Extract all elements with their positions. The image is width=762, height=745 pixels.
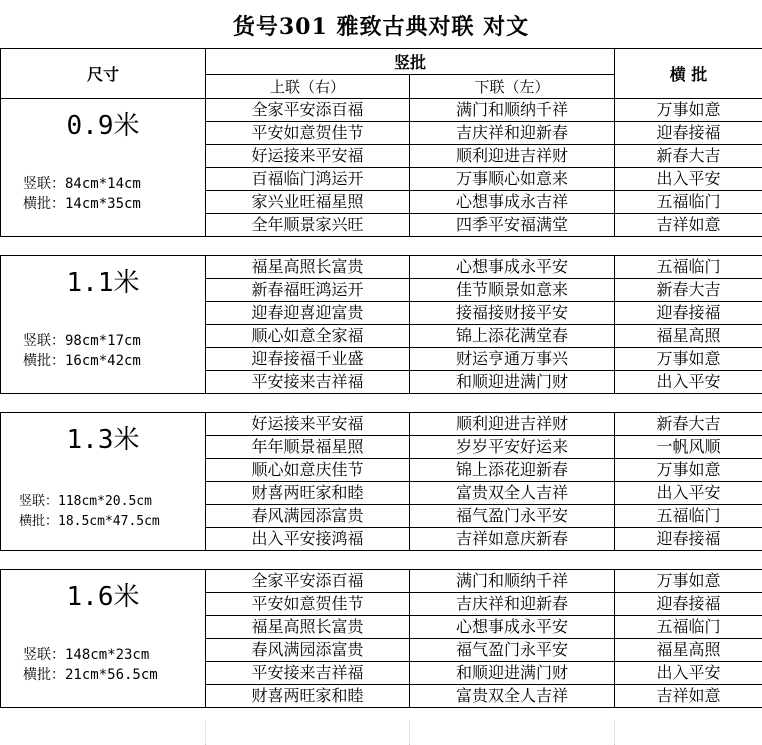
table-row [1,256,762,279]
size-dimensions [1,331,205,371]
size-cell [1,99,206,237]
size-cell [1,570,206,708]
upper-cell: 福星高照长富贵 [206,616,410,639]
size-dimensions [1,645,205,685]
header-lower: 下联（左） [410,75,615,99]
horizontal-cell: 五福临门 [615,616,762,639]
horizontal-cell: 万事如意 [615,570,762,593]
horizontal-cell: 五福临门 [615,256,762,279]
lower-cell: 接福接财接平安 [410,302,615,325]
horizontal-cell: 新春大吉 [615,413,762,436]
vertical-dimension: 竖联：84cm*14cm [23,176,141,192]
spacer-cell [1,237,762,256]
spacer-cell [1,394,762,413]
horizontal-cell: 吉祥如意 [615,685,762,708]
horizontal-cell: 迎春接福 [615,593,762,616]
lower-cell: 岁岁平安好运来 [410,436,615,459]
horizontal-cell: 万事如意 [615,348,762,371]
lower-cell: 吉庆祥和迎新春 [410,593,615,616]
upper-cell: 平安接来吉祥福 [206,371,410,394]
header-upper: 上联（右） [206,75,410,99]
lower-cell: 心想事成永平安 [410,616,615,639]
lower-cell: 心想事成永平安 [410,256,615,279]
upper-cell: 顺心如意全家福 [206,325,410,348]
lower-cell: 财运亨通万事兴 [410,348,615,371]
spacer-cell [1,551,762,570]
upper-cell: 全年顺景家兴旺 [206,214,410,237]
table-body [1,99,762,708]
lower-cell: 和顺迎进满门财 [410,371,615,394]
group-spacer [1,551,762,570]
upper-cell: 迎春接福千业盛 [206,348,410,371]
upper-cell: 财喜两旺家和睦 [206,685,410,708]
vertical-dimension: 竖联：98cm*17cm [23,333,141,349]
horizontal-dimension: 横批：14cm*35cm [23,196,141,212]
horizontal-cell: 福星高照 [615,639,762,662]
upper-cell: 顺心如意庆佳节 [206,459,410,482]
upper-cell: 平安接来吉祥福 [206,662,410,685]
upper-cell: 迎春迎喜迎富贵 [206,302,410,325]
upper-cell: 年年顺景福星照 [206,436,410,459]
horizontal-dimension: 横批：21cm*56.5cm [23,667,158,683]
lower-cell: 富贵双全人吉祥 [410,482,615,505]
upper-cell: 好运接来平安福 [206,413,410,436]
group-spacer [1,394,762,413]
size-label: 0.9米 [66,111,140,141]
horizontal-cell: 吉祥如意 [615,214,762,237]
horizontal-cell: 迎春接福 [615,302,762,325]
upper-cell: 家兴业旺福星照 [206,191,410,214]
horizontal-cell: 出入平安 [615,371,762,394]
horizontal-cell: 五福临门 [615,191,762,214]
guide-line [205,720,206,745]
lower-cell: 富贵双全人吉祥 [410,685,615,708]
size-label: 1.6米 [66,582,140,612]
header-vertical: 竖批 [206,49,615,75]
size-cell [1,256,206,394]
guide-line [614,720,615,745]
lower-cell: 锦上添花迎新春 [410,459,615,482]
horizontal-cell: 迎春接福 [615,122,762,145]
horizontal-cell: 迎春接福 [615,528,762,551]
size-dimensions [1,492,205,532]
couplet-table [0,48,762,708]
upper-cell: 百福临门鸿运开 [206,168,410,191]
lower-cell: 吉祥如意庆新春 [410,528,615,551]
horizontal-cell: 万事如意 [615,459,762,482]
lower-cell: 和顺迎进满门财 [410,662,615,685]
upper-cell: 平安如意贺佳节 [206,593,410,616]
lower-cell: 万事顺心如意来 [410,168,615,191]
guide-line [409,720,410,745]
horizontal-cell: 五福临门 [615,505,762,528]
horizontal-cell: 出入平安 [615,168,762,191]
horizontal-dimension: 横批：18.5cm*47.5cm [19,514,160,529]
upper-cell: 福星高照长富贵 [206,256,410,279]
size-dimensions [1,174,205,214]
horizontal-cell: 出入平安 [615,662,762,685]
horizontal-cell: 出入平安 [615,482,762,505]
header-horizontal: 横 批 [615,49,762,99]
size-cell [1,413,206,551]
lower-cell: 满门和顺纳千祥 [410,99,615,122]
upper-cell: 全家平安添百福 [206,99,410,122]
lower-cell: 顺利迎进吉祥财 [410,145,615,168]
upper-cell: 好运接来平安福 [206,145,410,168]
lower-cell: 福气盈门永平安 [410,639,615,662]
upper-cell: 平安如意贺佳节 [206,122,410,145]
upper-cell: 出入平安接鸿福 [206,528,410,551]
vertical-dimension: 竖联：118cm*20.5cm [19,494,152,509]
table-row [1,570,762,593]
horizontal-cell: 万事如意 [615,99,762,122]
size-label: 1.1米 [66,268,140,298]
horizontal-cell: 福星高照 [615,325,762,348]
upper-cell: 春风满园添富贵 [206,505,410,528]
upper-cell: 财喜两旺家和睦 [206,482,410,505]
upper-cell: 新春福旺鸿运开 [206,279,410,302]
group-spacer [1,237,762,256]
table-row [1,99,762,122]
horizontal-cell: 新春大吉 [615,279,762,302]
horizontal-dimension: 横批：16cm*42cm [23,353,141,369]
page-title: 货号301 雅致古典对联 对文 [232,14,530,40]
lower-cell: 锦上添花满堂春 [410,325,615,348]
lower-cell: 吉庆祥和迎新春 [410,122,615,145]
lower-cell: 满门和顺纳千祥 [410,570,615,593]
upper-cell: 全家平安添百福 [206,570,410,593]
lower-cell: 福气盈门永平安 [410,505,615,528]
horizontal-cell: 一帆风顺 [615,436,762,459]
table-row [1,413,762,436]
lower-cell: 心想事成永吉祥 [410,191,615,214]
lower-cell: 四季平安福满堂 [410,214,615,237]
size-label: 1.3米 [66,425,140,455]
lower-cell: 佳节顺景如意来 [410,279,615,302]
upper-cell: 春风满园添富贵 [206,639,410,662]
vertical-dimension: 竖联：148cm*23cm [23,647,150,663]
header-size: 尺寸 [1,49,206,99]
lower-cell: 顺利迎进吉祥财 [410,413,615,436]
horizontal-cell: 新春大吉 [615,145,762,168]
